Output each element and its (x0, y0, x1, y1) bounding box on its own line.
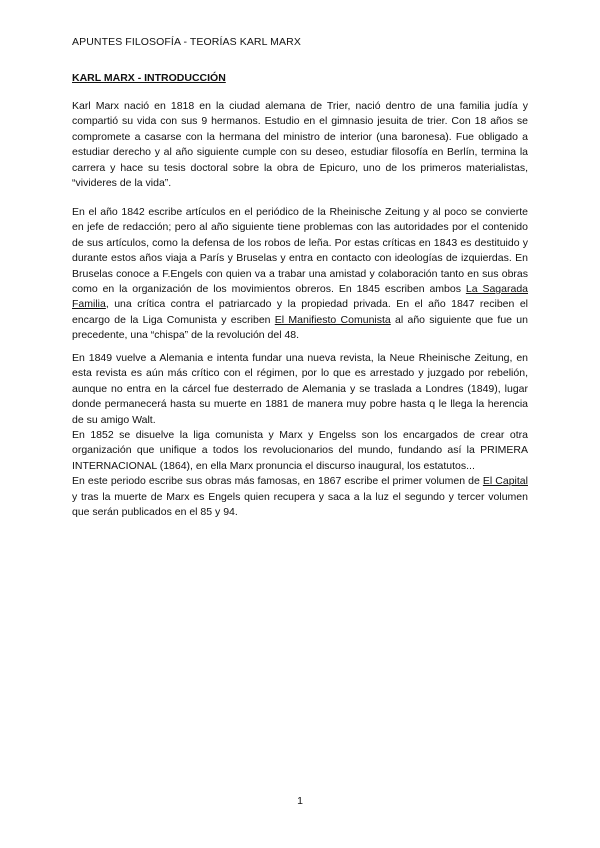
paragraph-exile (72, 351, 528, 520)
paragraph-text-segment: En este periodo escribe sus obras más famosas, en 1867 escribe el primer volumen de (72, 475, 483, 488)
paragraph-text: Karl Marx nació en 1818 en la ciudad alemana de Trier, nació dentro de una familia judía y compartió su vida con sus 9 hermanos. Estudio en el gimnasio jesuita de trier. Con 18 años se compromete a casarse con la hermana del ministro de interior (una baronesa). Fue obligado a estudiar derecho y al año siguiente cumple con su deseo, estudiar filosofía en Berlín, termina la carrera y hace su tesis doctoral sobre la obra de Epicuro, uno de los primeros materialistas, “vivideres de la vida”. (72, 100, 528, 190)
document-title: KARL MARX - INTRODUCCIÓN (72, 72, 226, 84)
work-title-el-capital: El Capital (482, 475, 528, 488)
paragraph-text: En 1849 vuelve a Alemania e intenta fundar una nueva revista, la Neue Rheinische Zeitung, en esta revista es aún más crítico con el régimen, por lo que es arrestado y juzgado por rebelión, aunque no entra en la cárcel fue desterrado de Alemania y se traslada a Londres (1849), lugar donde permanecerá hasta su muerte en 1881 de manera muy pobre hasta q le llega la herencia de su amigo Walt. (72, 352, 528, 426)
paragraph-text-segment: , una crítica contra el patriarcado y la propiedad privada. En el año 1847 reciben el encargo de la Liga Comunista y escriben (72, 298, 528, 326)
work-title-manifiesto-comunista: El Manifiesto Comunista (274, 313, 391, 326)
paragraph-text (72, 474, 528, 520)
paragraph-text-segment: al año siguiente que fue un precedente, una “chispa” de la revolución del 48. (72, 313, 528, 342)
paragraph-text (72, 205, 528, 344)
page-header: APUNTES FILOSOFÍA - TEORÍAS KARL MARX (72, 36, 301, 48)
page-number: 1 (297, 795, 303, 807)
paragraph-text-segment: En el año 1842 escribe artículos en el periódico de la Rheinische Zeitung y al poco se convierte en jefe de redacción; pero al año siguiente tiene problemas con las autoridades por el contenido de sus artículos, como la defensa de los robos de leña. Por estas críticas en 1843 es destituido y durante estos años viaja a París y Bruselas y entra en contacto con ideologías de izquierdas. En Bruselas conoce a F.Engels con quien va a trabar una amistad y colaboración tanto en sus obras como en la organización de los movimientos obreros. En 1845 escriben ambos (72, 206, 528, 296)
paragraph-text: En 1852 se disuelve la liga comunista y Marx y Engelss son los encargados de crear otra organización que unifique a todos los revolucionarios del mundo, fundando así la PRIMERA INTERNACIONAL (1864), en ella Marx pronuncia el discurso inaugural, los estatutos... (72, 429, 528, 472)
work-title-la-sagrada-familia: La Sagarada Familia (72, 283, 528, 311)
paragraph-journalism (72, 205, 528, 344)
paragraph-text-segment: y tras la muerte de Marx es Engels quien recupera y saca a la luz el segundo y tercer volumen que serán publicados en el 85 y 94. (72, 490, 528, 519)
paragraph-biography (72, 99, 528, 191)
